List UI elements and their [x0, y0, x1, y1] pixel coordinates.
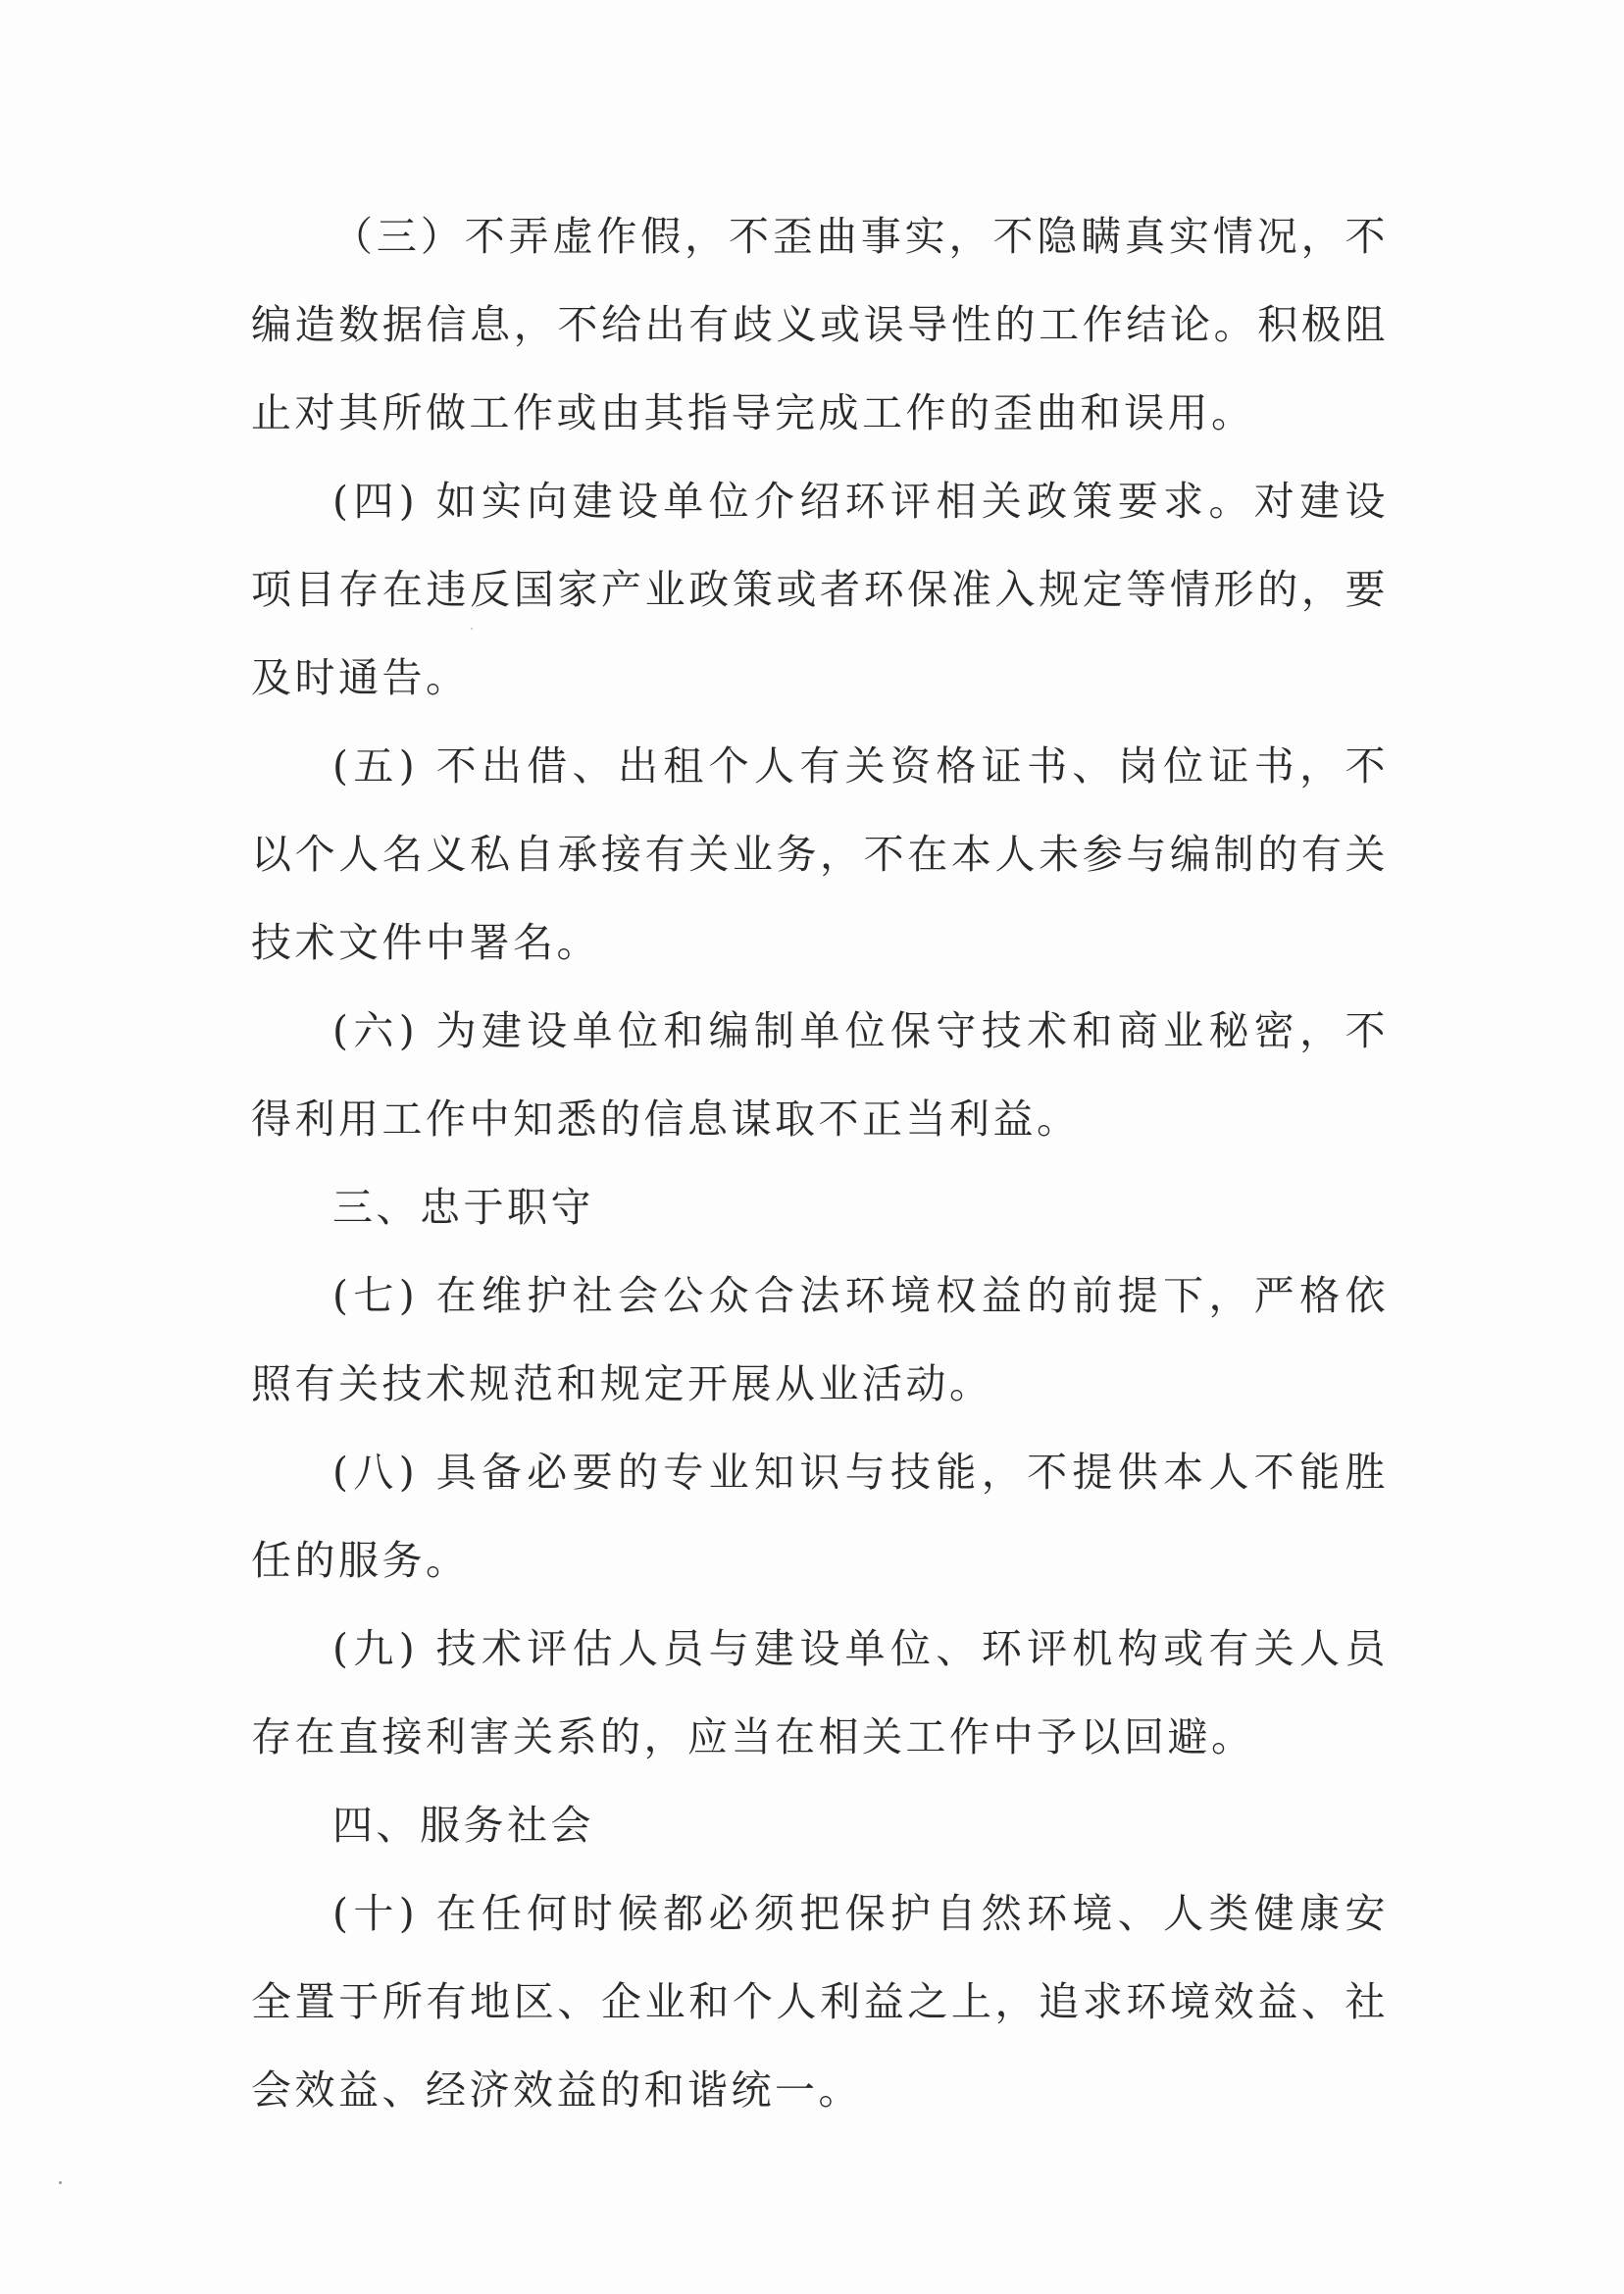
paragraph-8: (八) 具备必要的专业知识与技能，不提供本人不能胜任的服务。 — [251, 1449, 1389, 1584]
scan-speck — [471, 628, 473, 630]
paragraph-7: (七) 在维护社会公众合法环境权益的前提下，严格依照有关技术规范和规定开展从业活动。 — [251, 1272, 1389, 1407]
scan-speck — [59, 2181, 62, 2184]
paragraph-5: (五) 不出借、出租个人有关资格证书、岗位证书，不以个人名义私自承接有关业务，不在本人未参与编制的有关技术文件中署名。 — [251, 742, 1389, 966]
paragraph-4: (四) 如实向建设单位介绍环评相关政策要求。对建设项目存在违反国家产业政策或者环保准入规定等情形的，要及时通告。 — [251, 478, 1389, 701]
paragraph-10: (十) 在任何时候都必须把保护自然环境、人类健康安全置于所有地区、企业和个人利益之上，追求环境效益、社会效益、经济效益的和谐统一。 — [251, 1890, 1389, 2114]
paragraph-3: （三）不弄虚作假，不歪曲事实，不隐瞒真实情况，不编造数据信息，不给出有歧义或误导性的工作结论。积极阻止对其所做工作或由其指导完成工作的歪曲和误用。 — [251, 213, 1389, 436]
paragraph-9: (九) 技术评估人员与建设单位、环评机构或有关人员存在直接利害关系的，应当在相关工作中予以回避。 — [251, 1625, 1389, 1760]
section-heading-3: 三、忠于职守 — [332, 1184, 594, 1231]
section-heading-4: 四、服务社会 — [332, 1802, 594, 1849]
paragraph-6: (六) 为建设单位和编制单位保守技术和商业秘密，不得利用工作中知悉的信息谋取不正当利益。 — [251, 1007, 1389, 1143]
document-body — [251, 192, 1389, 2134]
